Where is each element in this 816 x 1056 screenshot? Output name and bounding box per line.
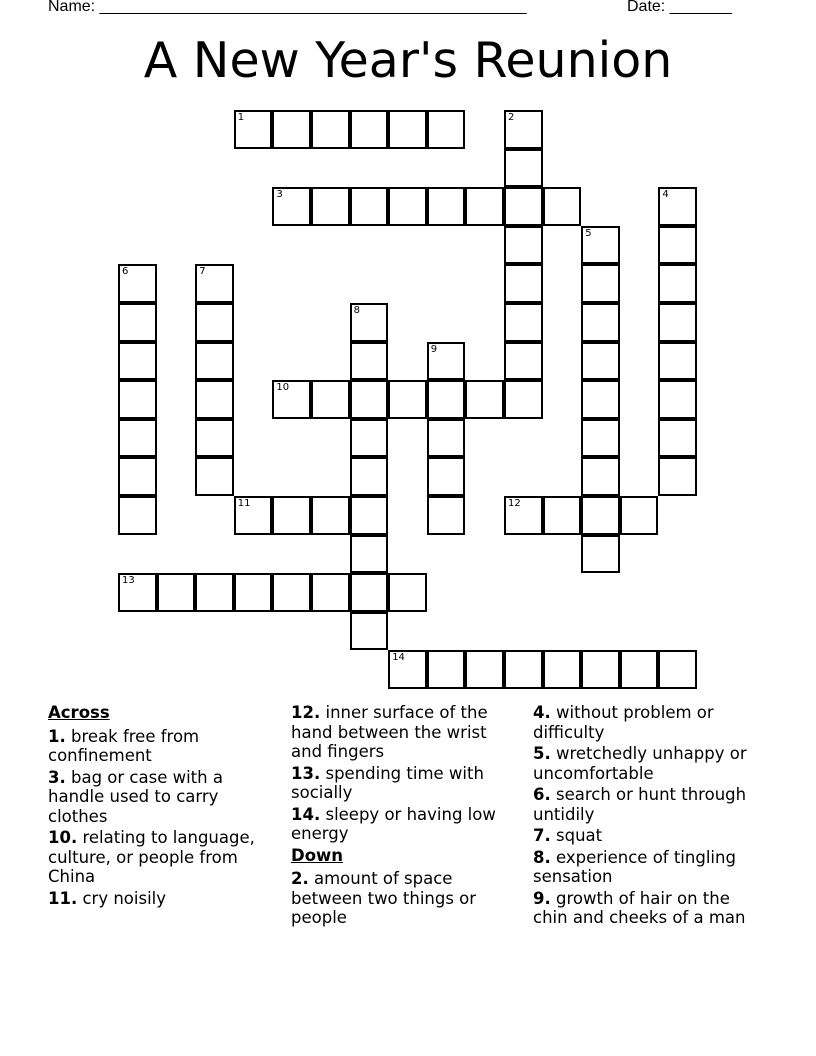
grid-cell[interactable] xyxy=(118,342,157,381)
grid-cell[interactable] xyxy=(658,303,697,342)
grid-cell[interactable] xyxy=(350,457,389,496)
grid-cell[interactable] xyxy=(581,419,620,458)
grid-cell[interactable] xyxy=(234,110,273,149)
grid-cell[interactable] xyxy=(543,187,582,226)
grid-cell[interactable] xyxy=(195,573,234,612)
clue-item-text: sleepy or having low energy xyxy=(291,804,496,843)
clue-number: 7 xyxy=(199,266,206,278)
clue-item-number: 11. xyxy=(48,888,78,908)
grid-cell[interactable] xyxy=(311,496,350,535)
grid-cell[interactable] xyxy=(157,573,196,612)
grid-cell[interactable] xyxy=(427,110,466,149)
clue-item xyxy=(48,727,276,766)
clue-item-text: inner surface of the hand between the wrist and fingers xyxy=(291,703,488,761)
grid-cell[interactable] xyxy=(272,380,311,419)
clue-item-text: squat xyxy=(550,826,603,845)
grid-cell[interactable] xyxy=(311,187,350,226)
clue-item-text: bag or case with a handle used to carry clothes xyxy=(48,767,223,826)
clue-number: 3 xyxy=(276,189,283,201)
clue-number: 13 xyxy=(122,575,135,587)
grid-cell[interactable] xyxy=(388,380,427,419)
clue-item-number: 14. xyxy=(291,804,321,824)
grid-cell[interactable] xyxy=(118,573,157,612)
grid-cell[interactable] xyxy=(118,419,157,458)
clue-item-number: 12. xyxy=(291,703,321,722)
grid-cell[interactable] xyxy=(620,496,659,535)
clue-number: 9 xyxy=(430,343,438,355)
grid-cell[interactable] xyxy=(272,110,311,149)
clue-item-number: 5. xyxy=(533,744,551,763)
grid-cell[interactable] xyxy=(581,342,620,381)
grid-cell[interactable] xyxy=(195,380,234,419)
date-field-label: Date: _______ xyxy=(627,0,732,15)
grid-cell[interactable] xyxy=(311,380,350,419)
grid-cell[interactable] xyxy=(118,264,157,303)
clue-item-number: 4. xyxy=(533,703,551,722)
clue-item xyxy=(533,826,761,846)
clue-item-number: 2. xyxy=(291,869,309,888)
grid-cell[interactable] xyxy=(195,342,234,381)
grid-cell[interactable] xyxy=(581,650,620,689)
grid-cell[interactable] xyxy=(350,612,389,651)
grid-cell[interactable] xyxy=(350,496,389,535)
grid-cell[interactable] xyxy=(195,457,234,496)
grid-cell[interactable] xyxy=(658,226,697,265)
clue-item xyxy=(533,785,761,824)
clue-item-number: 10. xyxy=(48,828,78,847)
grid-cell[interactable] xyxy=(504,187,543,226)
clue-item-text: relating to language, culture, or people from China xyxy=(48,828,255,886)
clue-item xyxy=(48,768,276,827)
grid-cell[interactable] xyxy=(504,110,543,149)
clues-column-3 xyxy=(533,703,761,930)
grid-cell[interactable] xyxy=(118,380,157,419)
clues-column-2 xyxy=(291,703,519,930)
clue-item-text: cry noisily xyxy=(77,888,167,908)
grid-cell[interactable] xyxy=(350,573,389,612)
grid-cell[interactable] xyxy=(427,650,466,689)
grid-cell[interactable] xyxy=(504,380,543,419)
clue-number: 14 xyxy=(392,652,405,664)
clue-number: 5 xyxy=(585,227,592,239)
grid-cell[interactable] xyxy=(272,187,311,226)
clue-item xyxy=(291,703,519,762)
grid-cell[interactable] xyxy=(504,650,543,689)
grid-cell[interactable] xyxy=(504,226,543,265)
clue-number: 8 xyxy=(353,305,360,316)
clue-item xyxy=(533,703,761,742)
clue-number: 4 xyxy=(662,189,669,201)
grid-cell[interactable] xyxy=(195,264,234,303)
clue-item-text: wretchedly unhappy or uncomfortable xyxy=(533,744,747,783)
grid-cell[interactable] xyxy=(350,110,389,149)
grid-cell[interactable] xyxy=(118,303,157,342)
grid-cell[interactable] xyxy=(581,303,620,342)
grid-cell[interactable] xyxy=(234,573,273,612)
grid-cell[interactable] xyxy=(504,342,543,381)
grid-cell[interactable] xyxy=(581,457,620,496)
clue-number: 6 xyxy=(122,266,129,278)
clue-item-text: spending time with socially xyxy=(291,763,484,802)
grid-cell[interactable] xyxy=(272,573,311,612)
grid-cell[interactable] xyxy=(465,650,504,689)
clue-number: 10 xyxy=(276,382,290,394)
grid-cell[interactable] xyxy=(581,535,620,574)
clue-item xyxy=(291,805,519,844)
grid-cell[interactable] xyxy=(350,303,389,342)
grid-cell[interactable] xyxy=(195,419,234,458)
clue-item-text: experience of tingling sensation xyxy=(533,847,736,886)
grid-cell[interactable] xyxy=(350,419,389,458)
grid-cell[interactable] xyxy=(388,573,427,612)
grid-cell[interactable] xyxy=(311,110,350,149)
grid-cell[interactable] xyxy=(658,342,697,381)
clue-item-number: 7. xyxy=(533,826,551,845)
clue-number: 1 xyxy=(237,112,245,123)
clue-item-text: break free from confinement xyxy=(48,726,200,765)
grid-cell[interactable] xyxy=(311,573,350,612)
grid-cell[interactable] xyxy=(350,380,389,419)
grid-cell[interactable] xyxy=(350,342,389,381)
clue-item-number: 1. xyxy=(48,726,66,746)
grid-cell[interactable] xyxy=(388,187,427,226)
clue-item-number: 6. xyxy=(533,785,551,804)
grid-cell[interactable] xyxy=(195,303,234,342)
grid-cell[interactable] xyxy=(118,457,157,496)
grid-cell[interactable] xyxy=(581,264,620,303)
down-heading: Down xyxy=(291,845,344,865)
grid-cell[interactable] xyxy=(504,496,543,535)
grid-cell[interactable] xyxy=(427,496,466,535)
grid-cell[interactable] xyxy=(465,187,504,226)
clue-item xyxy=(533,889,761,928)
clue-item-number: 3. xyxy=(48,767,66,787)
clue-item-number: 13. xyxy=(291,763,321,783)
clue-item-number: 9. xyxy=(533,888,551,908)
clue-item-text: without problem or difficulty xyxy=(533,703,714,742)
grid-cell[interactable] xyxy=(581,226,620,265)
grid-cell[interactable] xyxy=(543,496,582,535)
grid-cell[interactable] xyxy=(118,496,157,535)
name-field-label: Name: ________________________________________________ xyxy=(48,0,527,15)
clue-item-text: amount of space between two things or people xyxy=(291,869,477,927)
grid-cell[interactable] xyxy=(658,187,697,226)
grid-cell[interactable] xyxy=(504,264,543,303)
grid-cell[interactable] xyxy=(350,535,389,574)
grid-cell[interactable] xyxy=(581,380,620,419)
clue-item xyxy=(48,828,276,887)
clue-item xyxy=(291,764,519,803)
clue-item-text: search or hunt through untidily xyxy=(533,785,747,824)
clue-number: 2 xyxy=(508,112,515,123)
grid-cell[interactable] xyxy=(658,380,697,419)
grid-cell[interactable] xyxy=(658,650,697,689)
grid-cell[interactable] xyxy=(658,419,697,458)
grid-cell[interactable] xyxy=(504,303,543,342)
clue-item xyxy=(291,869,519,928)
grid-cell[interactable] xyxy=(658,457,697,496)
grid-cell[interactable] xyxy=(504,149,543,188)
grid-cell[interactable] xyxy=(427,457,466,496)
clue-item xyxy=(533,744,761,783)
grid-cell[interactable] xyxy=(234,496,273,535)
grid-cell[interactable] xyxy=(427,419,466,458)
clue-item xyxy=(48,889,276,909)
across-heading: Across xyxy=(48,703,110,722)
grid-cell[interactable] xyxy=(581,496,620,535)
grid-cell[interactable] xyxy=(427,187,466,226)
grid-cell[interactable] xyxy=(388,650,427,689)
clue-item-number: 8. xyxy=(533,847,551,867)
clue-item xyxy=(533,848,761,887)
clue-item-text: growth of hair on the chin and cheeks of a man xyxy=(533,888,746,927)
grid-cell[interactable] xyxy=(465,380,504,419)
grid-cell[interactable] xyxy=(388,110,427,149)
grid-cell[interactable] xyxy=(658,264,697,303)
grid-cell[interactable] xyxy=(427,380,466,419)
puzzle-title: A New Year's Reunion xyxy=(143,32,673,89)
grid-cell[interactable] xyxy=(350,187,389,226)
grid-cell[interactable] xyxy=(272,496,311,535)
grid-cell[interactable] xyxy=(620,650,659,689)
clues-column-1 xyxy=(48,703,276,910)
clue-number: 11 xyxy=(237,498,251,509)
grid-cell[interactable] xyxy=(427,342,466,381)
clue-number: 12 xyxy=(508,498,521,509)
grid-cell[interactable] xyxy=(543,650,582,689)
